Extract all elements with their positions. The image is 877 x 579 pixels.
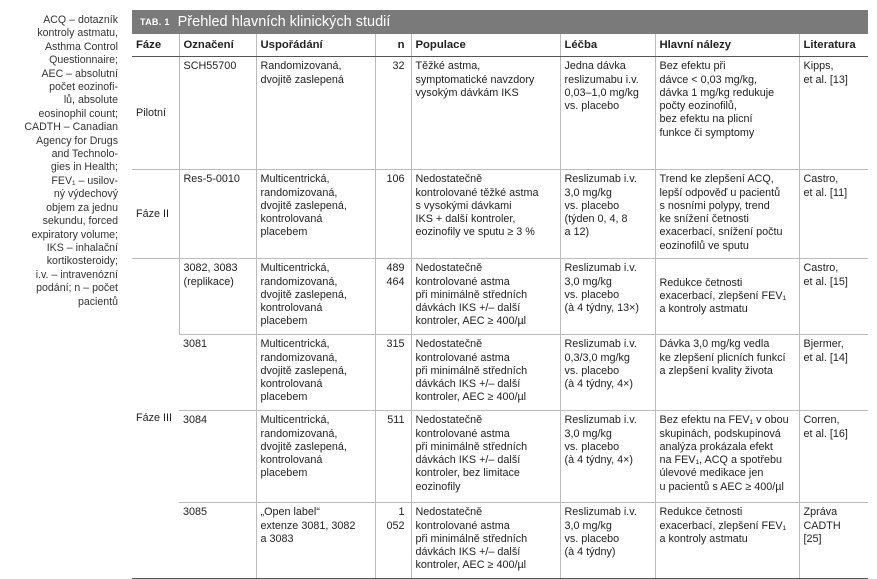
study-n: 1 052 bbox=[375, 503, 411, 579]
study-id: Res-5-0010 bbox=[179, 170, 256, 259]
abbreviations-line: FEV₁ – usilov- bbox=[51, 174, 118, 187]
study-reference: Bjermer, et al. [14] bbox=[799, 335, 868, 411]
study-reference: Castro, et al. [11] bbox=[799, 170, 868, 259]
study-design: Multicentrická, randomizovaná, dvojitě zaslepená, kontrolovaná placebem bbox=[256, 259, 375, 335]
study-population: Nedostatečně kontrolované těžké astma s vysokými dávkami IKS + další kontroler, eozinofily ve sputu ≥ 3 % bbox=[411, 170, 560, 259]
abbreviations-line: počet eozinofi- bbox=[49, 81, 118, 94]
study-n: 106 bbox=[375, 170, 411, 259]
study-n: 315 bbox=[375, 335, 411, 411]
study-treatment: Reslizumab i.v. 3,0 mg/kg vs. placebo (à 4 týdny, 4×) bbox=[560, 411, 655, 503]
abbreviations-line: CADTH – Canadian bbox=[24, 121, 118, 134]
study-reference: Zpráva CADTH [25] bbox=[799, 503, 868, 579]
abbreviations-sidenote bbox=[2, 14, 118, 309]
header-phase: Fáze bbox=[132, 34, 179, 57]
study-id: SCH55700 bbox=[179, 57, 256, 170]
study-design: Multicentrická, randomizovaná, dvojitě zaslepená, kontrolovaná placebem bbox=[256, 335, 375, 411]
study-design: Multicentrická, randomizovaná, dvojitě zaslepená, kontrolovaná placebem bbox=[256, 411, 375, 503]
study-design: Randomizovaná, dvojitě zaslepená bbox=[256, 57, 375, 170]
phase-cell: Fáze III bbox=[132, 259, 179, 579]
abbreviations-line: IKS – inhalační bbox=[46, 241, 118, 254]
study-findings: Trend ke zlepšení ACQ, lepší odpověď u pacientů s nosními polypy, trend ke snížení četnosti exacerbací, snížení počtu eozinofilů ve sputu bbox=[655, 170, 799, 259]
table-tag: TAB. 1 bbox=[140, 17, 170, 27]
header-id: Označení bbox=[179, 34, 256, 57]
abbreviations-line: ný výdechový bbox=[53, 188, 118, 201]
header-reference: Literatura bbox=[799, 34, 868, 57]
abbreviations-line: eosinophil count; bbox=[38, 107, 118, 120]
abbreviations-line: Questionnaire; bbox=[49, 54, 118, 67]
study-n: 32 bbox=[375, 57, 411, 170]
header-n: n bbox=[375, 34, 411, 57]
abbreviations-line: sekundu, forced bbox=[42, 215, 118, 228]
study-treatment: Reslizumab i.v. 0,3/3,0 mg/kg vs. placebo (à 4 týdny, 4×) bbox=[560, 335, 655, 411]
study-findings: Bez efektu na FEV₁ v obou skupinách, podskupinová analýza prokázala efekt na FEV₁, ACQ a spotřebu úlevové medikace jen u pacientů s AEC ≥ 400/µl bbox=[655, 411, 799, 503]
study-reference: Castro, et al. [15] bbox=[799, 259, 868, 335]
study-n: 489 464 bbox=[375, 259, 411, 335]
study-treatment: Reslizumab i.v. 3,0 mg/kg vs. placebo (à 4 týdny, 13×) bbox=[560, 259, 655, 335]
abbreviations-line: expiratory volume; bbox=[31, 228, 118, 241]
study-id: 3084 bbox=[179, 411, 256, 503]
header-design: Uspořádání bbox=[256, 34, 375, 57]
abbreviations-line: i.v. – intravenózní bbox=[35, 268, 118, 281]
study-population: Nedostatečně kontrolované astma při minimálně středních dávkách IKS +/– další kontroler, AEC ≥ 400/µl bbox=[411, 503, 560, 579]
header-findings: Hlavní nálezy bbox=[655, 34, 799, 57]
header-treatment: Léčba bbox=[560, 34, 655, 57]
table-row bbox=[132, 170, 868, 259]
study-n: 511 bbox=[375, 411, 411, 503]
abbreviations-line: pacientů bbox=[77, 295, 118, 308]
study-id: 3081 bbox=[179, 335, 256, 411]
study-id: 3082, 3083 (replikace) bbox=[179, 259, 256, 335]
abbreviations-line: gies in Health; bbox=[50, 161, 118, 174]
abbreviations-line: kontroly astmatu, bbox=[37, 27, 118, 40]
study-population: Nedostatečně kontrolované astma při minimálně středních dávkách IKS +/– další kontroler, bez limitace eozinofily bbox=[411, 411, 560, 503]
header-population: Populace bbox=[411, 34, 560, 57]
study-findings: Dávka 3,0 mg/kg vedla ke zlepšení plicních funkcí a zlepšení kvality života bbox=[655, 335, 799, 411]
phase-cell: Pilotní bbox=[132, 57, 179, 170]
abbreviations-line: objem za jednu bbox=[46, 201, 118, 214]
study-id: 3085 bbox=[179, 503, 256, 579]
abbreviations-line: AEC – absolutní bbox=[41, 67, 118, 80]
study-treatment: Jedna dávka reslizumabu i.v. 0,03–1,0 mg/kg vs. placebo bbox=[560, 57, 655, 170]
study-findings: Bez efektu při dávce < 0,03 mg/kg, dávka 1 mg/kg redukuje počty eozinofilů, bez efektu na plicní funkce či symptomy bbox=[655, 57, 799, 170]
abbreviations-line: ACQ – dotazník bbox=[43, 14, 118, 26]
study-design: „Open label“ extenze 3081, 3082 a 3083 bbox=[256, 503, 375, 579]
study-population: Nedostatečně kontrolované astma při minimálně středních dávkách IKS +/– další kontroler, AEC ≥ 400/µl bbox=[411, 335, 560, 411]
table-title: Přehled hlavních klinických studií bbox=[177, 14, 391, 30]
table-row bbox=[132, 335, 868, 411]
study-findings: Redukce četnosti exacerbací, zlepšení FEV₁ a kontroly astmatu bbox=[655, 259, 799, 335]
abbreviations-line: podání; n – počet bbox=[36, 282, 118, 295]
study-treatment: Reslizumab i.v. 3,0 mg/kg vs. placebo (à 4 týdny) bbox=[560, 503, 655, 579]
abbreviations-line: Asthma Control bbox=[44, 40, 118, 53]
study-treatment: Reslizumab i.v. 3,0 mg/kg vs. placebo (týden 0, 4, 8 a 12) bbox=[560, 170, 655, 259]
table-row bbox=[132, 411, 868, 503]
study-reference: Corren, et al. [16] bbox=[799, 411, 868, 503]
table-row bbox=[132, 259, 868, 335]
study-design: Multicentrická, randomizovaná, dvojitě zaslepená, kontrolovaná placebem bbox=[256, 170, 375, 259]
studies-table bbox=[132, 34, 868, 579]
studies-table-container bbox=[132, 10, 868, 579]
table-title-bar bbox=[132, 10, 868, 34]
abbreviations-line: and Technolo- bbox=[51, 148, 118, 161]
table-row bbox=[132, 57, 868, 170]
table-header-row bbox=[132, 34, 868, 57]
abbreviations-line: lů, absolute bbox=[63, 94, 118, 107]
study-findings: Redukce četnosti exacerbací, zlepšení FEV₁ a kontroly astmatu bbox=[655, 503, 799, 579]
study-population: Nedostatečně kontrolované astma při minimálně středních dávkách IKS +/– další kontroler, AEC ≥ 400/µl bbox=[411, 259, 560, 335]
table-row bbox=[132, 503, 868, 579]
phase-cell: Fáze II bbox=[132, 170, 179, 259]
abbreviations-line: kortikosteroidy; bbox=[46, 255, 118, 268]
study-population: Těžké astma, symptomatické navzdory vysokým dávkám IKS bbox=[411, 57, 560, 170]
study-reference: Kipps, et al. [13] bbox=[799, 57, 868, 170]
abbreviations-line: Agency for Drugs bbox=[36, 134, 118, 147]
